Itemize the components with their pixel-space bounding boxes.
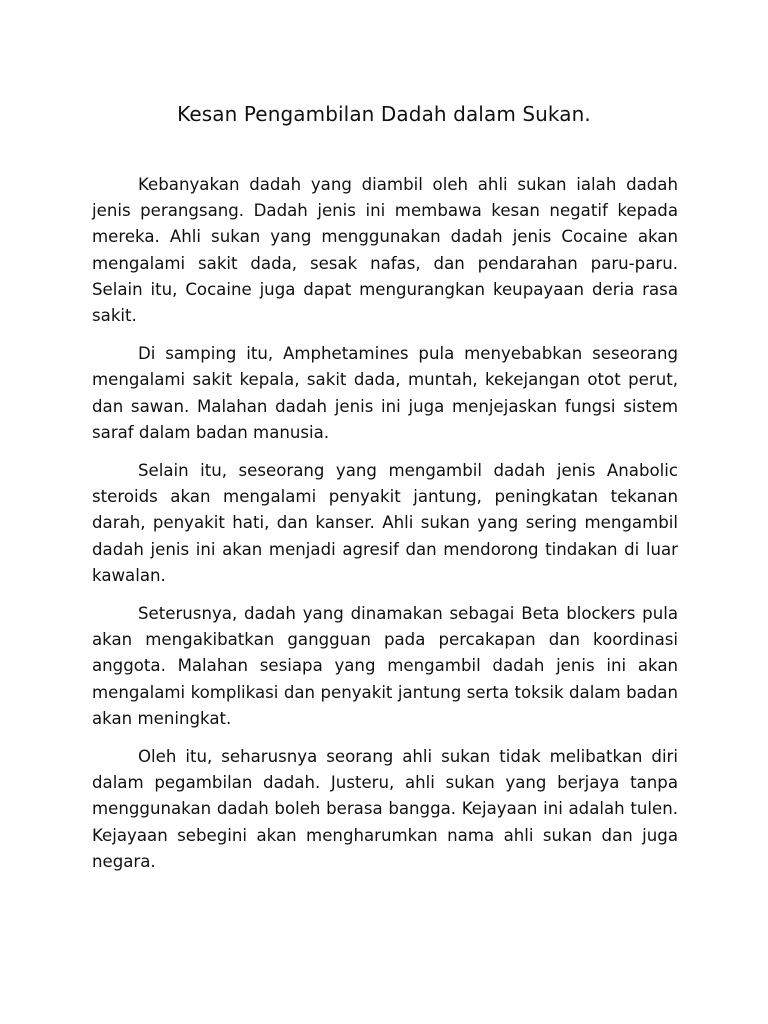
paragraph-3: Selain itu, seseorang yang mengambil dadah jenis Anabolic steroids akan mengalami penyakit jantung, peningkatan tekanan darah, penyakit hati, dan kanser. Ahli sukan yang sering mengambil dadah jenis ini akan menjadi agresif dan mendorong tindakan di luar kawalan.: [92, 461, 678, 585]
paragraph-2: Di samping itu, Amphetamines pula menyebabkan seseorang mengalami sakit kepala, sakit dada, muntah, kekejangan otot perut, dan sawan. Malahan dadah jenis ini juga menjejaskan fungsi sistem saraf dalam badan manusia.: [92, 344, 678, 442]
paragraph-4: Seterusnya, dadah yang dinamakan sebagai Beta blockers pula akan mengakibatkan gangguan pada percakapan dan koordinasi anggota. Malahan sesiapa yang mengambil dadah jenis ini akan mengalami komplikasi dan penyakit jantung serta toksik dalam badan akan meningkat.: [92, 604, 678, 728]
document-title: Kesan Pengambilan Dadah dalam Sukan.: [177, 102, 591, 126]
paragraph-1: Kebanyakan dadah yang diambil oleh ahli sukan ialah dadah jenis perangsang. Dadah jenis ini membawa kesan negatif kepada mereka. Ahli sukan yang menggunakan dadah jenis Cocaine akan mengalami sakit dada, sesak nafas, dan pendarahan paru-paru. Selain itu, Cocaine juga dapat mengurangkan keupayaan deria rasa sakit.: [92, 175, 678, 326]
document-body: [92, 172, 678, 887]
paragraph-5: Oleh itu, seharusnya seorang ahli sukan tidak melibatkan diri dalam pegambilan dadah. Justeru, ahli sukan yang berjaya tanpa menggunakan dadah boleh berasa bangga. Kejayaan ini adalah tulen. Kejayaan sebegini akan mengharumkan nama ahli sukan dan juga negara.: [92, 747, 678, 871]
